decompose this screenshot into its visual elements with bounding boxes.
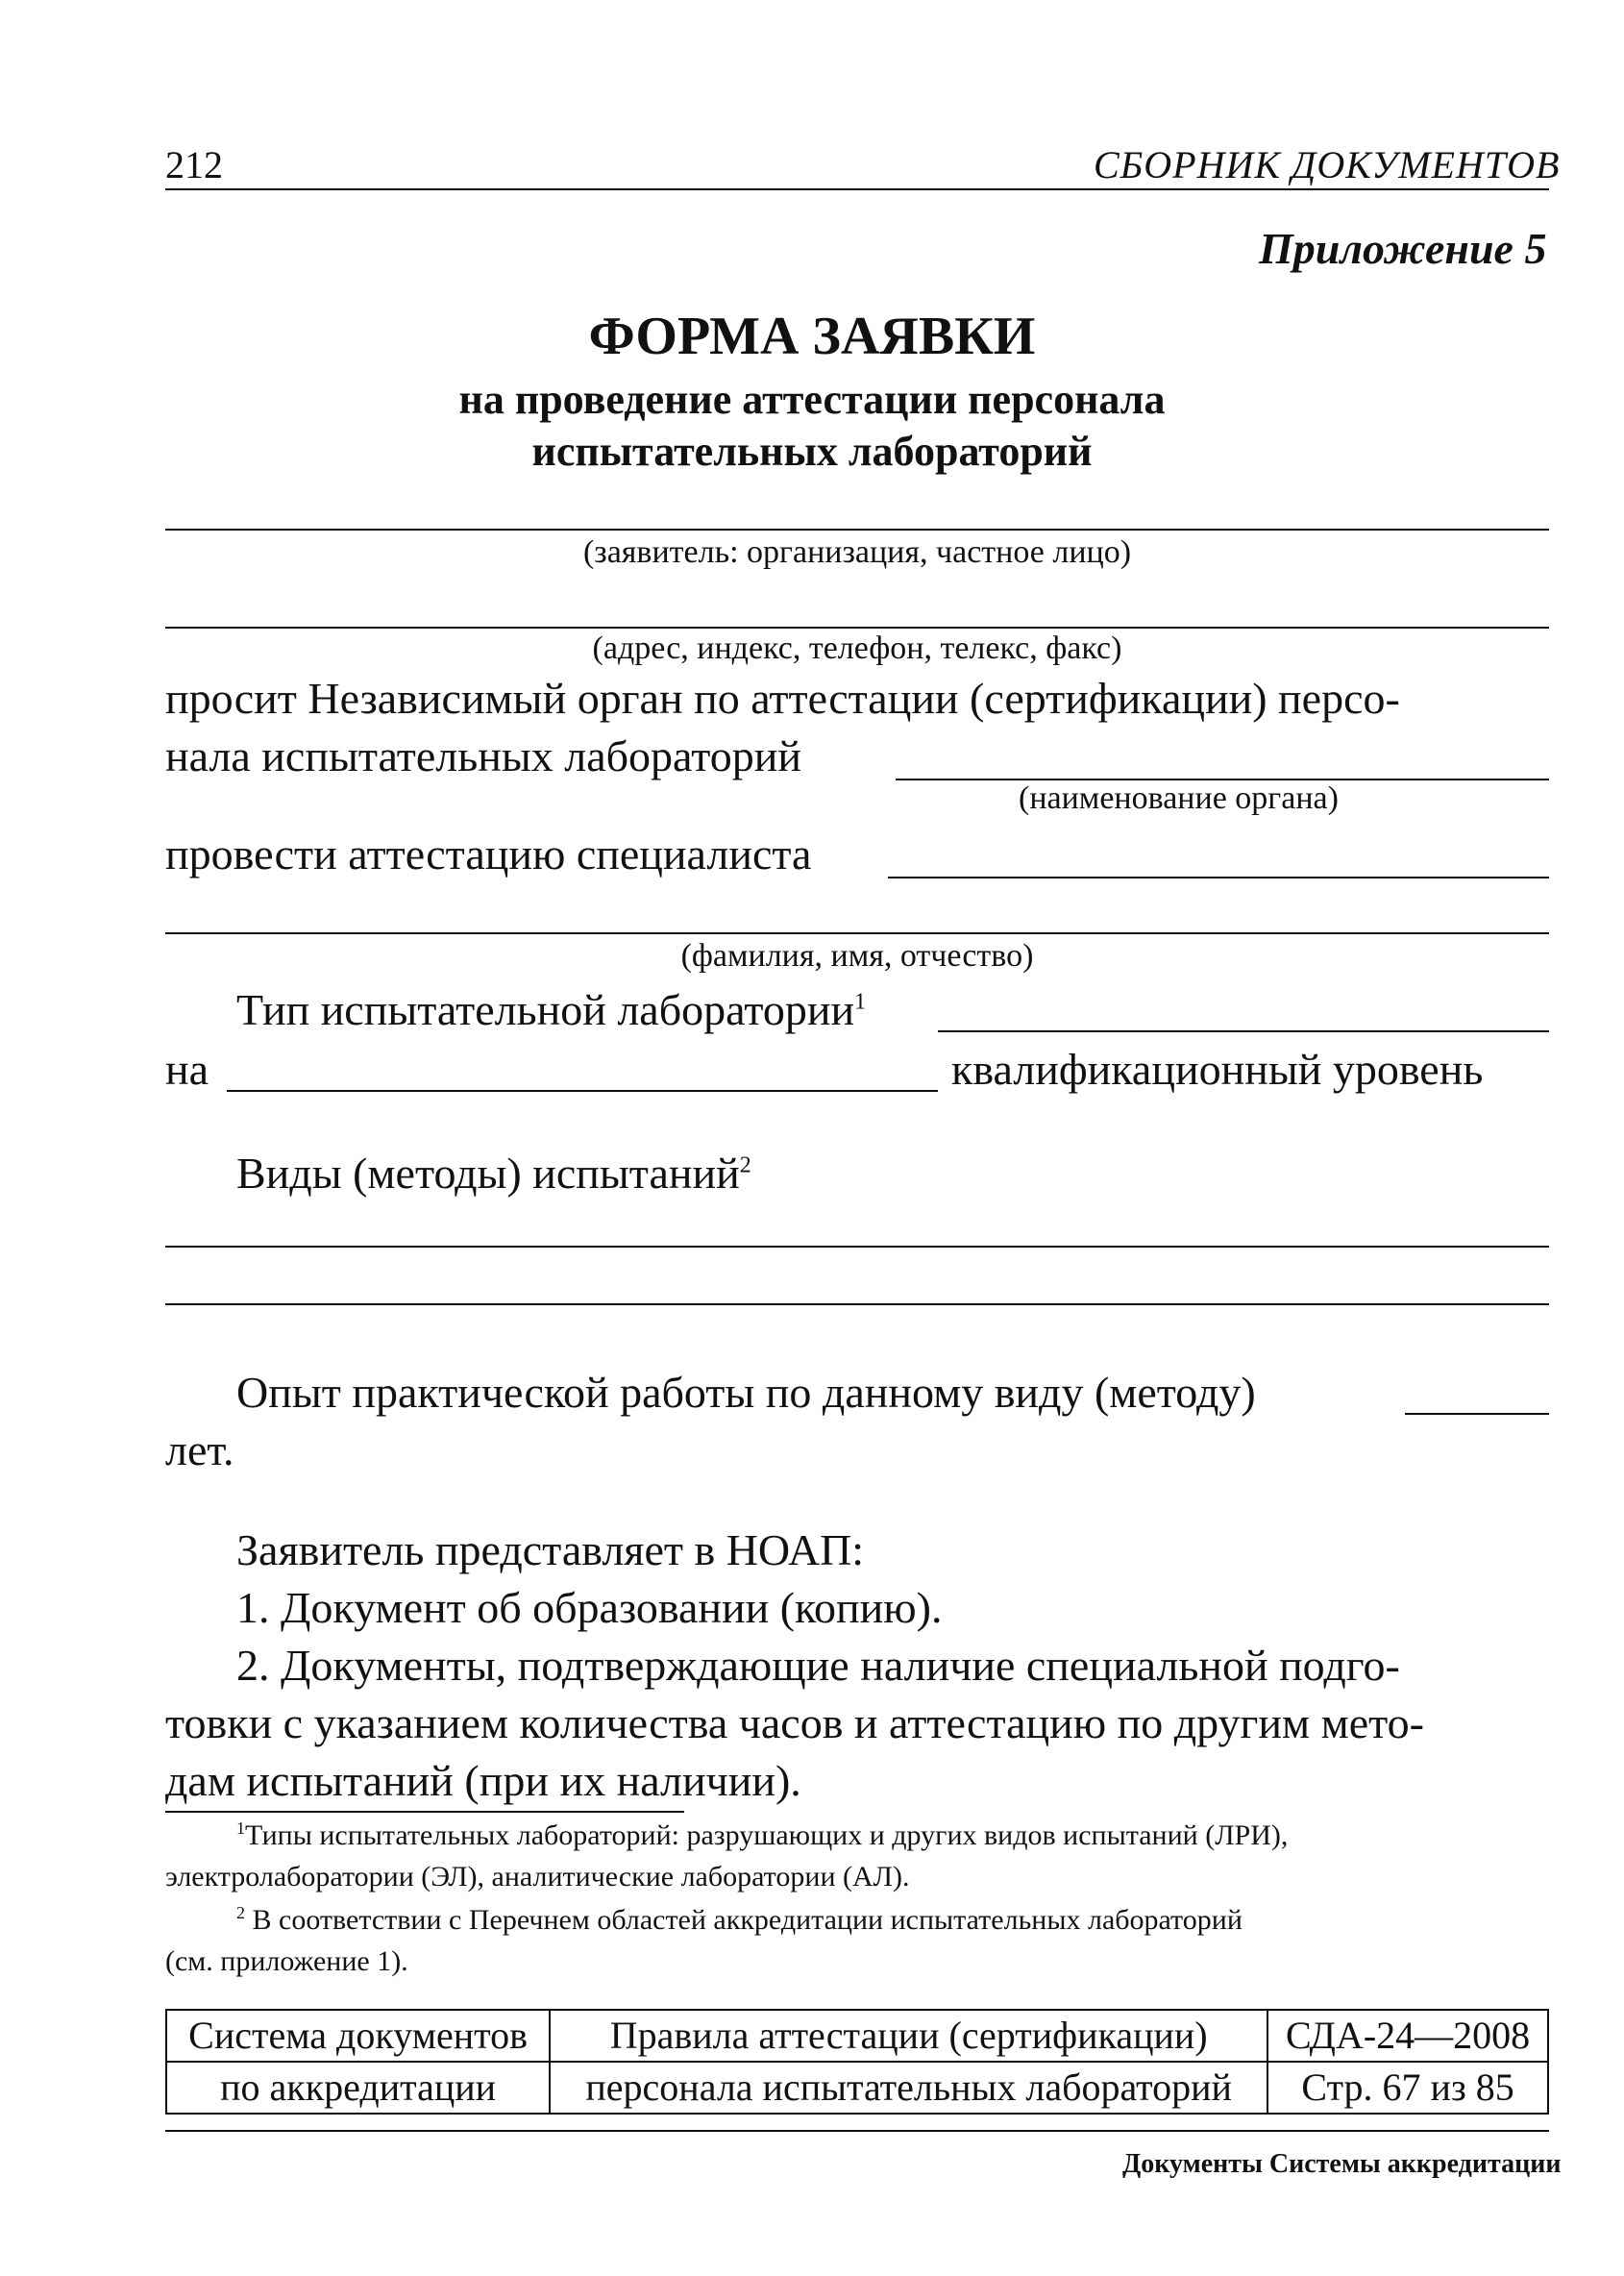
experience-years-field-line[interactable] — [1405, 1413, 1549, 1415]
document-info-table — [165, 2009, 1549, 2115]
submits-item-2-line-2: товки с указанием количества часов и аттестацию по другим мето- — [165, 1698, 1424, 1747]
submits-item-2-line-3: дам испытаний (при их наличии). — [165, 1756, 801, 1805]
header-rule — [165, 188, 1549, 190]
form-subtitle-2: испытательных лабораторий — [531, 428, 1093, 475]
table-row — [166, 2062, 1548, 2114]
rules-cell-1: Правила аттестации (сертификации) — [550, 2010, 1267, 2062]
rules-cell-2: персонала испытательных лабораторий — [550, 2062, 1267, 2114]
page-number: 212 — [165, 143, 223, 186]
qualification-label: квалификационный уровень — [951, 1045, 1484, 1094]
form-subtitle-1: на проведение аттестации персонала — [458, 376, 1166, 423]
submits-title: Заявитель представляет в НОАП: — [236, 1525, 865, 1574]
footnote-2-line-2: (см. приложение 1). — [165, 1945, 408, 1977]
footer-rule — [165, 2130, 1549, 2132]
conduct-label: провести аттестацию специалиста — [165, 829, 812, 878]
specialist-field-line[interactable] — [888, 877, 1549, 878]
test-types-field-line-1[interactable] — [165, 1246, 1549, 1248]
footnote-ref-1: 1 — [854, 989, 867, 1015]
request-line-2: нала испытательных лабораторий — [165, 731, 801, 780]
footnote-1-line-2: электролаборатории (ЭЛ), аналитические лаборатории (АЛ). — [165, 1861, 910, 1893]
address-field-line[interactable] — [165, 627, 1549, 629]
experience-line-1: Опыт практической работы по данному виду (методу) — [236, 1368, 1256, 1417]
submits-item-2-line-1: 2. Документы, подтверждающие наличие специальной подго- — [236, 1641, 1400, 1690]
body-name-caption: (наименование органа) — [1019, 780, 1339, 816]
test-types-label: Виды (методы) испытаний$^2$ — [236, 1149, 751, 1198]
lab-type-field-line[interactable] — [938, 1030, 1549, 1032]
footnote-2-line-1: $^2$ В соответствии с Перечнем областей аккредитации испытательных лабораторий — [236, 1903, 1243, 1936]
test-types-field-line-2[interactable] — [165, 1303, 1549, 1305]
fio-field-line[interactable] — [165, 932, 1549, 934]
appendix-label: Приложение 5 — [1259, 224, 1547, 273]
table-row — [166, 2010, 1548, 2062]
lab-type-label: Тип испытательной лаборатории$^1$ — [236, 985, 867, 1034]
address-caption: (адрес, индекс, телефон, телекс, факс) — [592, 631, 1122, 666]
footnote-ref-2: 2 — [739, 1152, 751, 1178]
request-line-1: просит Независимый орган по аттестации (сертификации) персо- — [165, 674, 1400, 723]
system-cell-2: по аккредитации — [166, 2062, 550, 2114]
footnote-separator — [165, 1811, 684, 1813]
submits-item-1: 1. Документ об образовании (копию). — [236, 1583, 943, 1632]
page-footer: Документы Системы аккредитации — [1122, 2149, 1562, 2179]
code-cell-1: СДА-24—2008 — [1267, 2010, 1548, 2062]
footnote-1-line-1: $^1$Типы испытательных лабораторий: разрушающих и других видов испытаний (ЛРИ), — [236, 1818, 1289, 1851]
qualification-field-line[interactable] — [227, 1090, 938, 1092]
running-title: СБОРНИК ДОКУМЕНТОВ — [1094, 143, 1561, 186]
fio-caption: (фамилия, имя, отчество) — [680, 938, 1034, 974]
page-cell-2: Стр. 67 из 85 — [1267, 2062, 1548, 2114]
system-cell-1: Система документов — [166, 2010, 550, 2062]
on-label: на — [165, 1045, 209, 1094]
applicant-caption: (заявитель: организация, частное лицо) — [582, 534, 1132, 570]
applicant-field-line[interactable] — [165, 529, 1549, 531]
experience-line-2: лет. — [165, 1425, 234, 1474]
form-title: ФОРМА ЗАЯВКИ — [588, 307, 1036, 366]
